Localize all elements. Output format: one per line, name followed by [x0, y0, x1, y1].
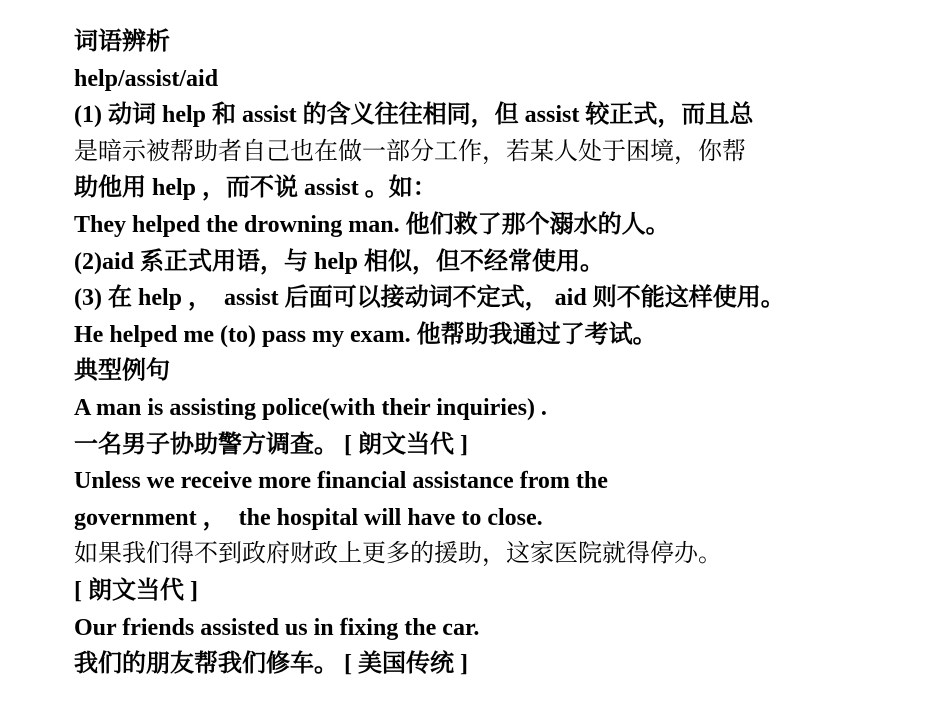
explanation-1-line-2: 是暗示被帮助者自己也在做一部分工作，若某人处于困境，你帮 [74, 138, 746, 165]
example-1-chinese: 一名男子协助警方调查。 [ 朗文当代 ] [74, 431, 468, 458]
example-1-english: A man is assisting police(with their inquiries) . [74, 394, 547, 421]
example-3-chinese: 我们的朋友帮我们修车。 [ 美国传统 ] [74, 651, 468, 678]
explanation-1-line-3: 助他用 help ，而不说 assist 。如： [74, 175, 437, 202]
word-group-title: help/assist/aid [74, 65, 219, 92]
explanation-2: (2)aid 系正式用语，与 help 相似，但不经常使用。 [74, 248, 605, 275]
example-help-drowning: They helped the drowning man. 他们救了那个溺水的人。 [74, 211, 670, 238]
example-3-english: Our friends assisted us in fixing the car. [74, 614, 480, 641]
section-heading-word-analysis: 词语辨析 [74, 29, 170, 55]
explanation-3: (3) 在 help ， assist 后面可以接动词不定式， aid 则不能这样使用。 [74, 285, 785, 312]
section-heading-examples: 典型例句 [74, 358, 170, 385]
example-2-chinese: 如果我们得不到政府财政上更多的援助，这家医院就得停办。 [74, 541, 722, 568]
example-2-english-line-2: government ， the hospital will have to close. [74, 504, 543, 531]
document-body [74, 24, 934, 683]
example-help-exam: He helped me (to) pass my exam. 他帮助我通过了考试。 [74, 321, 657, 348]
example-2-source: [ 朗文当代 ] [74, 577, 198, 604]
explanation-1-line-1: (1) 动词 help 和 assist 的含义往往相同，但 assist 较正式，而且总 [74, 102, 754, 129]
example-2-english-line-1: Unless we receive more financial assistance from the [74, 468, 608, 495]
